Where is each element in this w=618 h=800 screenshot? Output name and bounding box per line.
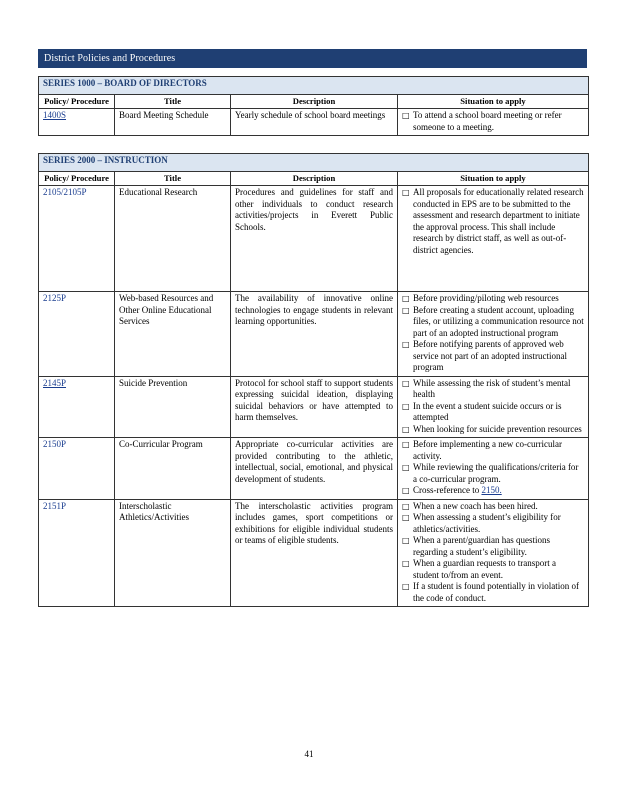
policy-situations (398, 186, 589, 292)
policy-situations (398, 109, 589, 136)
column-header-policy: Policy/ Procedure (39, 95, 115, 109)
policy-title: Interscholastic Athletics/Activities (115, 499, 231, 607)
situation-item: □ To attend a school board meeting or refer someone to a meeting. (402, 110, 584, 133)
policy-description: Appropriate co-curricular activities are provided contributing to the athletic, intellectual, social, emotional, and physical development of students. (231, 438, 398, 500)
page-number: 41 (304, 749, 314, 759)
situation-item: □ All proposals for educationally related research conducted in EPS are to be submitted to the assessment and research department to initiate the approval process. This shall include research by district staff, as well as out-of-district agencies. (402, 187, 584, 256)
situation-item: □ Before providing/piloting web resources (402, 293, 584, 305)
document-banner: District Policies and Procedures (38, 49, 587, 68)
table-row (39, 499, 589, 607)
policy-link[interactable]: 1400S (39, 109, 115, 136)
series-title: SERIES 1000 – BOARD OF DIRECTORS (39, 77, 589, 95)
policy-title: Suicide Prevention (115, 376, 231, 438)
policy-description: The availability of innovative online technologies to engage students in relevant learning opportunities. (231, 292, 398, 377)
situation-item: □ Before notifying parents of approved web service not part of an adopted instructional program (402, 339, 584, 374)
policy-link[interactable]: 2145P (39, 376, 115, 438)
policy-title: Web-based Resources and Other Online Educational Services (115, 292, 231, 377)
table-row (39, 186, 589, 292)
policy-situations (398, 499, 589, 607)
policy-description: The interscholastic activities program includes games, sport competitions or exhibitions for eligible individual students or teams of eligible students. (231, 499, 398, 607)
table-row (39, 438, 589, 500)
table-row (39, 109, 589, 136)
policy-situations (398, 376, 589, 438)
policy-description: Yearly schedule of school board meetings (231, 109, 398, 136)
column-header-title: Title (115, 172, 231, 186)
policy-description: Protocol for school staff to support students expressing suicidal ideation, displaying suicidal behaviors or have attempted to harm themselves. (231, 376, 398, 438)
column-header-situation: Situation to apply (398, 172, 589, 186)
policy-description: Procedures and guidelines for staff and other individuals to conduct research activities/projects in Everett Public Schools. (231, 186, 398, 292)
policy-link[interactable]: 2151P (39, 499, 115, 607)
situation-item: □ Before implementing a new co-curricular activity. (402, 439, 584, 462)
series-title: SERIES 2000 – INSTRUCTION (39, 154, 589, 172)
column-header-description: Description (231, 172, 398, 186)
policy-link[interactable]: 2150P (39, 438, 115, 500)
column-header-situation: Situation to apply (398, 95, 589, 109)
situation-item: □ While reviewing the qualifications/criteria for a co-curricular program. (402, 462, 584, 485)
policy-link[interactable]: 2125P (39, 292, 115, 377)
policy-situations (398, 438, 589, 500)
situation-item: □ If a student is found potentially in violation of the code of conduct. (402, 581, 584, 604)
situation-item: □ In the event a student suicide occurs or is attempted (402, 401, 584, 424)
situation-item: □ When a new coach has been hired. (402, 501, 584, 513)
table-row (39, 376, 589, 438)
policy-title: Co-Curricular Program (115, 438, 231, 500)
column-header-title: Title (115, 95, 231, 109)
policy-title: Board Meeting Schedule (115, 109, 231, 136)
column-header-description: Description (231, 95, 398, 109)
situation-item: □ When looking for suicide prevention resources (402, 424, 584, 436)
series-2000-table (38, 153, 589, 607)
situation-item: □ When assessing a student’s eligibility for athletics/activities. (402, 512, 584, 535)
situation-item: □ Before creating a student account, uploading files, or utilizing a communication resource not part of an adopted instructional program (402, 305, 584, 340)
series-1000-table (38, 76, 589, 136)
situation-item: □ While assessing the risk of student’s mental health (402, 378, 584, 401)
table-row (39, 292, 589, 377)
policy-link[interactable]: 2105/2105P (39, 186, 115, 292)
situation-item: □ Cross-reference to 2150. (402, 485, 584, 497)
column-header-policy: Policy/ Procedure (39, 172, 115, 186)
policy-situations (398, 292, 589, 377)
cross-reference-link[interactable]: 2150. (481, 485, 502, 495)
policy-title: Educational Research (115, 186, 231, 292)
situation-item: □ When a guardian requests to transport a student to/from an event. (402, 558, 584, 581)
situation-item: □ When a parent/guardian has questions regarding a student’s eligibility. (402, 535, 584, 558)
